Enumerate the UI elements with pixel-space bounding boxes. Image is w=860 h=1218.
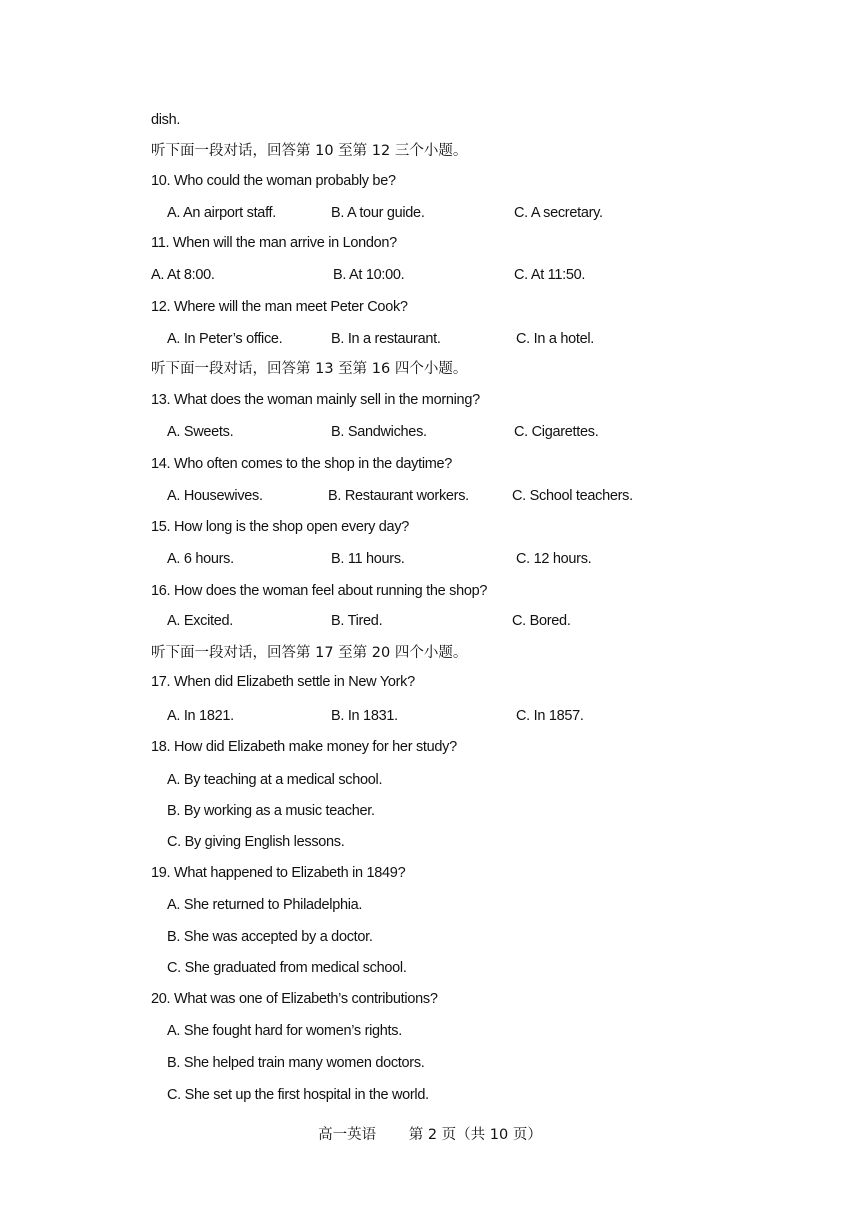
option-a: A. In Peter’s office.	[167, 331, 283, 347]
option-c: C. 12 hours.	[516, 551, 592, 567]
option-b: B. Tired.	[331, 613, 383, 629]
option-a: A. An airport staff.	[167, 205, 276, 221]
option-a: A. At 8:00.	[151, 267, 215, 283]
option-b: B. Sandwiches.	[331, 424, 427, 440]
section-instruction: 听下面一段对话，回答第 17 至第 20 四个小题。	[151, 645, 468, 661]
option-c: C. Bored.	[512, 613, 571, 629]
option-a: A. She fought hard for women’s rights.	[167, 1023, 402, 1039]
option-a: A. 6 hours.	[167, 551, 234, 567]
option-c: C. In 1857.	[516, 708, 584, 724]
option-a: A. Sweets.	[167, 424, 234, 440]
option-a: A. Housewives.	[167, 488, 263, 504]
option-b: B. A tour guide.	[331, 205, 425, 221]
footer-subject: 高一英语	[318, 1127, 377, 1143]
option-a: A. She returned to Philadelphia.	[167, 897, 363, 913]
section-instruction: 听下面一段对话，回答第 10 至第 12 三个小题。	[151, 143, 468, 159]
question-16: 16. How does the woman feel about running the shop?	[151, 583, 488, 599]
option-c: C. School teachers.	[512, 488, 633, 504]
question-20: 20. What was one of Elizabeth’s contributions?	[151, 991, 438, 1007]
option-b: B. She was accepted by a doctor.	[167, 929, 373, 945]
option-b: B. 11 hours.	[331, 551, 405, 567]
option-b: B. By working as a music teacher.	[167, 803, 375, 819]
question-17: 17. When did Elizabeth settle in New York?	[151, 674, 415, 690]
option-a: A. In 1821.	[167, 708, 234, 724]
option-b: B. Restaurant workers.	[328, 488, 469, 504]
question-11: 11. When will the man arrive in London?	[151, 235, 397, 251]
option-c: C. By giving English lessons.	[167, 834, 345, 850]
option-c: C. Cigarettes.	[514, 424, 599, 440]
option-a: A. By teaching at a medical school.	[167, 772, 383, 788]
question-10: 10. Who could the woman probably be?	[151, 173, 396, 189]
option-c: C. She graduated from medical school.	[167, 960, 407, 976]
question-15: 15. How long is the shop open every day?	[151, 519, 410, 535]
option-c: C. At 11:50.	[514, 267, 586, 283]
question-18: 18. How did Elizabeth make money for her study?	[151, 739, 457, 755]
option-b: B. In 1831.	[331, 708, 398, 724]
page-footer	[0, 1123, 860, 1144]
question-19: 19. What happened to Elizabeth in 1849?	[151, 865, 406, 881]
footer-page-number: 第 2 页（共 10 页）	[408, 1127, 542, 1143]
continued-text: dish.	[151, 112, 181, 128]
section-instruction: 听下面一段对话，回答第 13 至第 16 四个小题。	[151, 361, 468, 377]
option-c: C. In a hotel.	[516, 331, 595, 347]
option-c: C. She set up the first hospital in the world.	[167, 1087, 429, 1103]
option-b: B. In a restaurant.	[331, 331, 441, 347]
question-13: 13. What does the woman mainly sell in the morning?	[151, 392, 480, 408]
question-14: 14. Who often comes to the shop in the daytime?	[151, 456, 453, 472]
option-a: A. Excited.	[167, 613, 234, 629]
question-12: 12. Where will the man meet Peter Cook?	[151, 299, 408, 315]
option-b: B. She helped train many women doctors.	[167, 1055, 425, 1071]
option-c: C. A secretary.	[514, 205, 603, 221]
option-b: B. At 10:00.	[333, 267, 405, 283]
